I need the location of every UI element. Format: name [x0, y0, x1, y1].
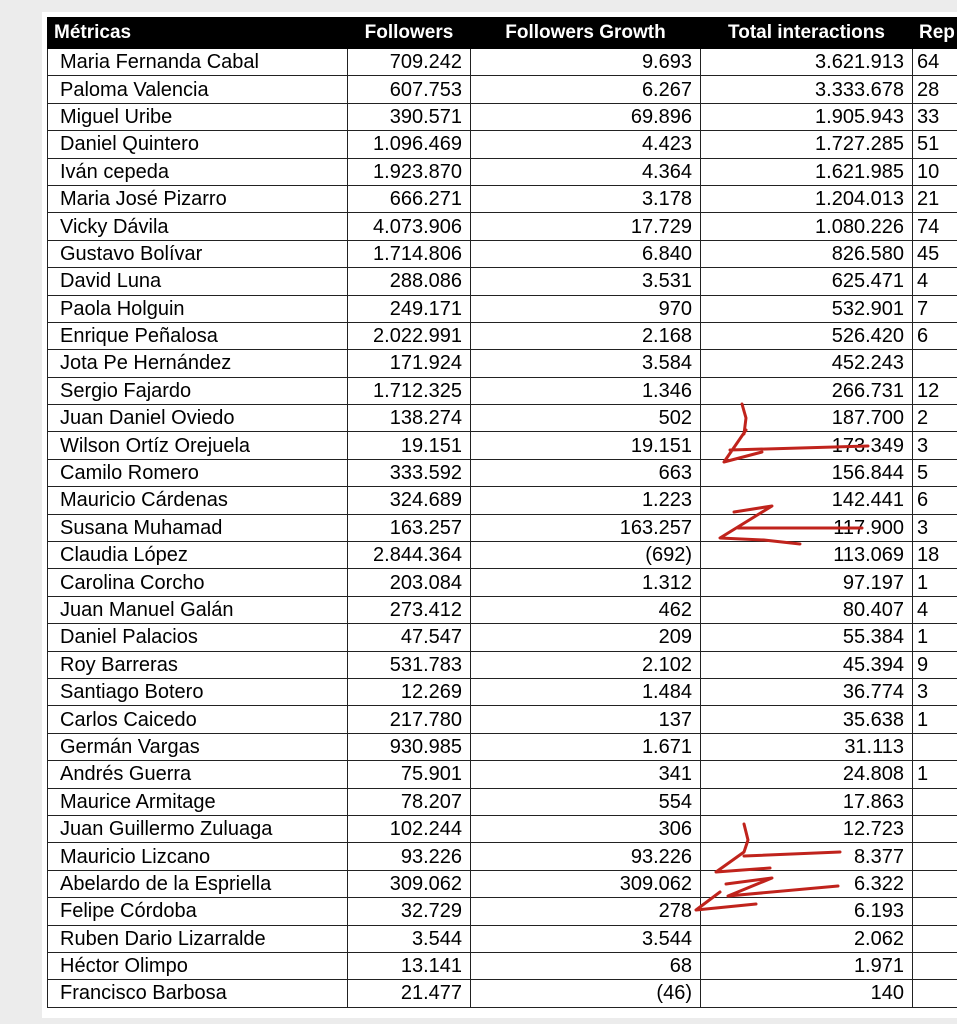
cell-total-interactions: 156.844 — [701, 459, 913, 486]
cell-total-interactions: 1.080.226 — [701, 213, 913, 240]
cell-name: Iván cepeda — [48, 158, 348, 185]
cell-followers-growth: 2.102 — [471, 651, 701, 678]
table-row — [48, 596, 957, 623]
cell-followers-growth: 970 — [471, 295, 701, 322]
cell-rep — [913, 980, 957, 1007]
cell-rep: 74 — [913, 213, 957, 240]
table-row — [48, 350, 957, 377]
cell-total-interactions: 6.322 — [701, 870, 913, 897]
cell-followers: 138.274 — [348, 405, 471, 432]
cell-name: Paloma Valencia — [48, 76, 348, 103]
cell-total-interactions: 97.197 — [701, 569, 913, 596]
cell-followers: 19.151 — [348, 432, 471, 459]
table-row — [48, 706, 957, 733]
cell-rep: 7 — [913, 295, 957, 322]
cell-total-interactions: 117.900 — [701, 514, 913, 541]
cell-rep: 51 — [913, 131, 957, 158]
cell-total-interactions: 532.901 — [701, 295, 913, 322]
table-row — [48, 405, 957, 432]
cell-total-interactions: 12.723 — [701, 815, 913, 842]
cell-followers-growth: 9.693 — [471, 49, 701, 76]
cell-rep: 4 — [913, 268, 957, 295]
cell-name: Santiago Botero — [48, 678, 348, 705]
cell-followers: 1.096.469 — [348, 131, 471, 158]
cell-total-interactions: 625.471 — [701, 268, 913, 295]
cell-followers-growth: 17.729 — [471, 213, 701, 240]
table-body — [48, 49, 957, 1008]
cell-name: Daniel Quintero — [48, 131, 348, 158]
cell-rep: 3 — [913, 678, 957, 705]
cell-rep — [913, 815, 957, 842]
cell-name: Susana Muhamad — [48, 514, 348, 541]
table-row — [48, 322, 957, 349]
table-row — [48, 158, 957, 185]
cell-name: Enrique Peñalosa — [48, 322, 348, 349]
cell-total-interactions: 526.420 — [701, 322, 913, 349]
cell-followers-growth: 69.896 — [471, 103, 701, 130]
cell-name: Claudia López — [48, 542, 348, 569]
cell-followers-growth: 68 — [471, 952, 701, 979]
cell-followers: 709.242 — [348, 49, 471, 76]
cell-followers-growth: 137 — [471, 706, 701, 733]
table-row — [48, 788, 957, 815]
cell-followers: 288.086 — [348, 268, 471, 295]
cell-followers-growth: 1.223 — [471, 487, 701, 514]
cell-followers-growth: 3.584 — [471, 350, 701, 377]
table-row — [48, 870, 957, 897]
cell-followers-growth: 3.531 — [471, 268, 701, 295]
cell-name: Juan Guillermo Zuluaga — [48, 815, 348, 842]
cell-name: Vicky Dávila — [48, 213, 348, 240]
cell-followers-growth: 6.840 — [471, 240, 701, 267]
cell-rep — [913, 350, 957, 377]
table-row — [48, 925, 957, 952]
cell-rep: 3 — [913, 432, 957, 459]
cell-followers: 102.244 — [348, 815, 471, 842]
cell-rep: 5 — [913, 459, 957, 486]
cell-name: Camilo Romero — [48, 459, 348, 486]
cell-followers-growth: (46) — [471, 980, 701, 1007]
cell-followers-growth: 2.168 — [471, 322, 701, 349]
cell-total-interactions: 187.700 — [701, 405, 913, 432]
cell-rep — [913, 898, 957, 925]
cell-followers: 249.171 — [348, 295, 471, 322]
cell-followers-growth: 4.423 — [471, 131, 701, 158]
cell-total-interactions: 140 — [701, 980, 913, 1007]
cell-total-interactions: 452.243 — [701, 350, 913, 377]
cell-rep: 64 — [913, 49, 957, 76]
cell-rep: 18 — [913, 542, 957, 569]
table-row — [48, 624, 957, 651]
table-row — [48, 240, 957, 267]
cell-followers-growth: 93.226 — [471, 843, 701, 870]
cell-name: Abelardo de la Espriella — [48, 870, 348, 897]
table-row — [48, 952, 957, 979]
header-followers: Followers — [348, 18, 471, 49]
cell-followers: 13.141 — [348, 952, 471, 979]
cell-total-interactions: 2.062 — [701, 925, 913, 952]
cell-rep — [913, 952, 957, 979]
cell-name: David Luna — [48, 268, 348, 295]
cell-rep: 1 — [913, 761, 957, 788]
cell-followers-growth: 554 — [471, 788, 701, 815]
cell-followers-growth: 663 — [471, 459, 701, 486]
cell-name: Miguel Uribe — [48, 103, 348, 130]
cell-rep — [913, 733, 957, 760]
cell-name: Germán Vargas — [48, 733, 348, 760]
table-row — [48, 213, 957, 240]
cell-name: Maurice Armitage — [48, 788, 348, 815]
cell-followers-growth: 1.484 — [471, 678, 701, 705]
cell-rep: 6 — [913, 322, 957, 349]
header-followers-growth: Followers Growth — [471, 18, 701, 49]
cell-followers-growth: 1.346 — [471, 377, 701, 404]
cell-name: Mauricio Lizcano — [48, 843, 348, 870]
cell-name: Mauricio Cárdenas — [48, 487, 348, 514]
cell-followers: 531.783 — [348, 651, 471, 678]
cell-followers-growth: 6.267 — [471, 76, 701, 103]
table-row — [48, 377, 957, 404]
cell-total-interactions: 36.774 — [701, 678, 913, 705]
cell-name: Felipe Córdoba — [48, 898, 348, 925]
cell-name: Carolina Corcho — [48, 569, 348, 596]
cell-total-interactions: 17.863 — [701, 788, 913, 815]
cell-rep: 6 — [913, 487, 957, 514]
cell-followers: 333.592 — [348, 459, 471, 486]
cell-followers-growth: (692) — [471, 542, 701, 569]
cell-total-interactions: 1.621.985 — [701, 158, 913, 185]
cell-name: Roy Barreras — [48, 651, 348, 678]
cell-rep — [913, 843, 957, 870]
cell-total-interactions: 31.113 — [701, 733, 913, 760]
table-row — [48, 131, 957, 158]
cell-followers: 324.689 — [348, 487, 471, 514]
table-row — [48, 459, 957, 486]
cell-followers: 3.544 — [348, 925, 471, 952]
cell-followers: 47.547 — [348, 624, 471, 651]
cell-followers-growth: 3.178 — [471, 185, 701, 212]
cell-rep: 10 — [913, 158, 957, 185]
cell-total-interactions: 266.731 — [701, 377, 913, 404]
cell-followers: 607.753 — [348, 76, 471, 103]
cell-rep: 12 — [913, 377, 957, 404]
cell-followers: 12.269 — [348, 678, 471, 705]
cell-rep: 28 — [913, 76, 957, 103]
cell-followers: 203.084 — [348, 569, 471, 596]
cell-followers-growth: 341 — [471, 761, 701, 788]
header-metricas: Métricas — [48, 18, 348, 49]
cell-followers-growth: 3.544 — [471, 925, 701, 952]
table-row — [48, 843, 957, 870]
cell-followers-growth: 1.671 — [471, 733, 701, 760]
cell-total-interactions: 45.394 — [701, 651, 913, 678]
cell-rep: 1 — [913, 706, 957, 733]
cell-name: Andrés Guerra — [48, 761, 348, 788]
cell-followers-growth: 278 — [471, 898, 701, 925]
table-row — [48, 103, 957, 130]
cell-total-interactions: 35.638 — [701, 706, 913, 733]
table-row — [48, 487, 957, 514]
cell-total-interactions: 6.193 — [701, 898, 913, 925]
table-row — [48, 185, 957, 212]
cell-rep: 21 — [913, 185, 957, 212]
cell-name: Daniel Palacios — [48, 624, 348, 651]
cell-name: Wilson Ortíz Orejuela — [48, 432, 348, 459]
cell-followers: 309.062 — [348, 870, 471, 897]
table-row — [48, 761, 957, 788]
cell-name: Paola Holguin — [48, 295, 348, 322]
cell-followers: 217.780 — [348, 706, 471, 733]
table-row — [48, 295, 957, 322]
cell-followers-growth: 209 — [471, 624, 701, 651]
table-row — [48, 432, 957, 459]
table-row — [48, 76, 957, 103]
cell-followers: 1.712.325 — [348, 377, 471, 404]
cell-followers: 2.022.991 — [348, 322, 471, 349]
cell-rep: 3 — [913, 514, 957, 541]
table-row — [48, 542, 957, 569]
cell-name: Jota Pe Hernández — [48, 350, 348, 377]
cell-followers: 390.571 — [348, 103, 471, 130]
cell-followers: 75.901 — [348, 761, 471, 788]
table-row — [48, 268, 957, 295]
cell-followers-growth: 1.312 — [471, 569, 701, 596]
cell-name: Francisco Barbosa — [48, 980, 348, 1007]
cell-total-interactions: 1.905.943 — [701, 103, 913, 130]
cell-total-interactions: 113.069 — [701, 542, 913, 569]
cell-followers-growth: 306 — [471, 815, 701, 842]
cell-total-interactions: 24.808 — [701, 761, 913, 788]
cell-name: Maria José Pizarro — [48, 185, 348, 212]
cell-total-interactions: 3.333.678 — [701, 76, 913, 103]
cell-followers: 1.714.806 — [348, 240, 471, 267]
table-row — [48, 678, 957, 705]
cell-followers-growth: 163.257 — [471, 514, 701, 541]
cell-followers-growth: 19.151 — [471, 432, 701, 459]
cell-followers: 32.729 — [348, 898, 471, 925]
cell-total-interactions: 1.204.013 — [701, 185, 913, 212]
cell-followers: 171.924 — [348, 350, 471, 377]
cell-followers: 273.412 — [348, 596, 471, 623]
table-row — [48, 898, 957, 925]
cell-name: Ruben Dario Lizarralde — [48, 925, 348, 952]
table-row — [48, 49, 957, 76]
cell-rep: 45 — [913, 240, 957, 267]
cell-total-interactions: 3.621.913 — [701, 49, 913, 76]
cell-rep: 1 — [913, 624, 957, 651]
cell-total-interactions: 8.377 — [701, 843, 913, 870]
table-row — [48, 651, 957, 678]
header-total-interactions: Total interactions — [701, 18, 913, 49]
cell-total-interactions: 142.441 — [701, 487, 913, 514]
cell-name: Sergio Fajardo — [48, 377, 348, 404]
table-row — [48, 815, 957, 842]
cell-name: Maria Fernanda Cabal — [48, 49, 348, 76]
cell-followers: 4.073.906 — [348, 213, 471, 240]
cell-followers: 93.226 — [348, 843, 471, 870]
cell-name: Héctor Olimpo — [48, 952, 348, 979]
cell-rep: 2 — [913, 405, 957, 432]
cell-rep: 9 — [913, 651, 957, 678]
header-rep: Rep — [913, 18, 957, 49]
document-sheet — [42, 12, 957, 1018]
cell-rep: 33 — [913, 103, 957, 130]
cell-total-interactions: 80.407 — [701, 596, 913, 623]
header-row — [48, 18, 957, 49]
cell-total-interactions: 173.349 — [701, 432, 913, 459]
cell-rep — [913, 870, 957, 897]
cell-followers-growth: 309.062 — [471, 870, 701, 897]
cell-total-interactions: 1.727.285 — [701, 131, 913, 158]
cell-rep: 1 — [913, 569, 957, 596]
cell-followers: 2.844.364 — [348, 542, 471, 569]
cell-rep: 4 — [913, 596, 957, 623]
cell-rep — [913, 925, 957, 952]
cell-followers-growth: 462 — [471, 596, 701, 623]
cell-followers-growth: 4.364 — [471, 158, 701, 185]
cell-total-interactions: 55.384 — [701, 624, 913, 651]
table-row — [48, 980, 957, 1007]
cell-followers: 1.923.870 — [348, 158, 471, 185]
cell-name: Carlos Caicedo — [48, 706, 348, 733]
cell-total-interactions: 826.580 — [701, 240, 913, 267]
cell-followers: 930.985 — [348, 733, 471, 760]
table-row — [48, 514, 957, 541]
table-row — [48, 569, 957, 596]
cell-rep — [913, 788, 957, 815]
cell-followers: 163.257 — [348, 514, 471, 541]
cell-name: Juan Daniel Oviedo — [48, 405, 348, 432]
cell-total-interactions: 1.971 — [701, 952, 913, 979]
cell-name: Gustavo Bolívar — [48, 240, 348, 267]
metrics-table — [47, 17, 957, 1008]
cell-followers: 666.271 — [348, 185, 471, 212]
cell-followers: 21.477 — [348, 980, 471, 1007]
table-row — [48, 733, 957, 760]
cell-followers: 78.207 — [348, 788, 471, 815]
cell-name: Juan Manuel Galán — [48, 596, 348, 623]
cell-followers-growth: 502 — [471, 405, 701, 432]
